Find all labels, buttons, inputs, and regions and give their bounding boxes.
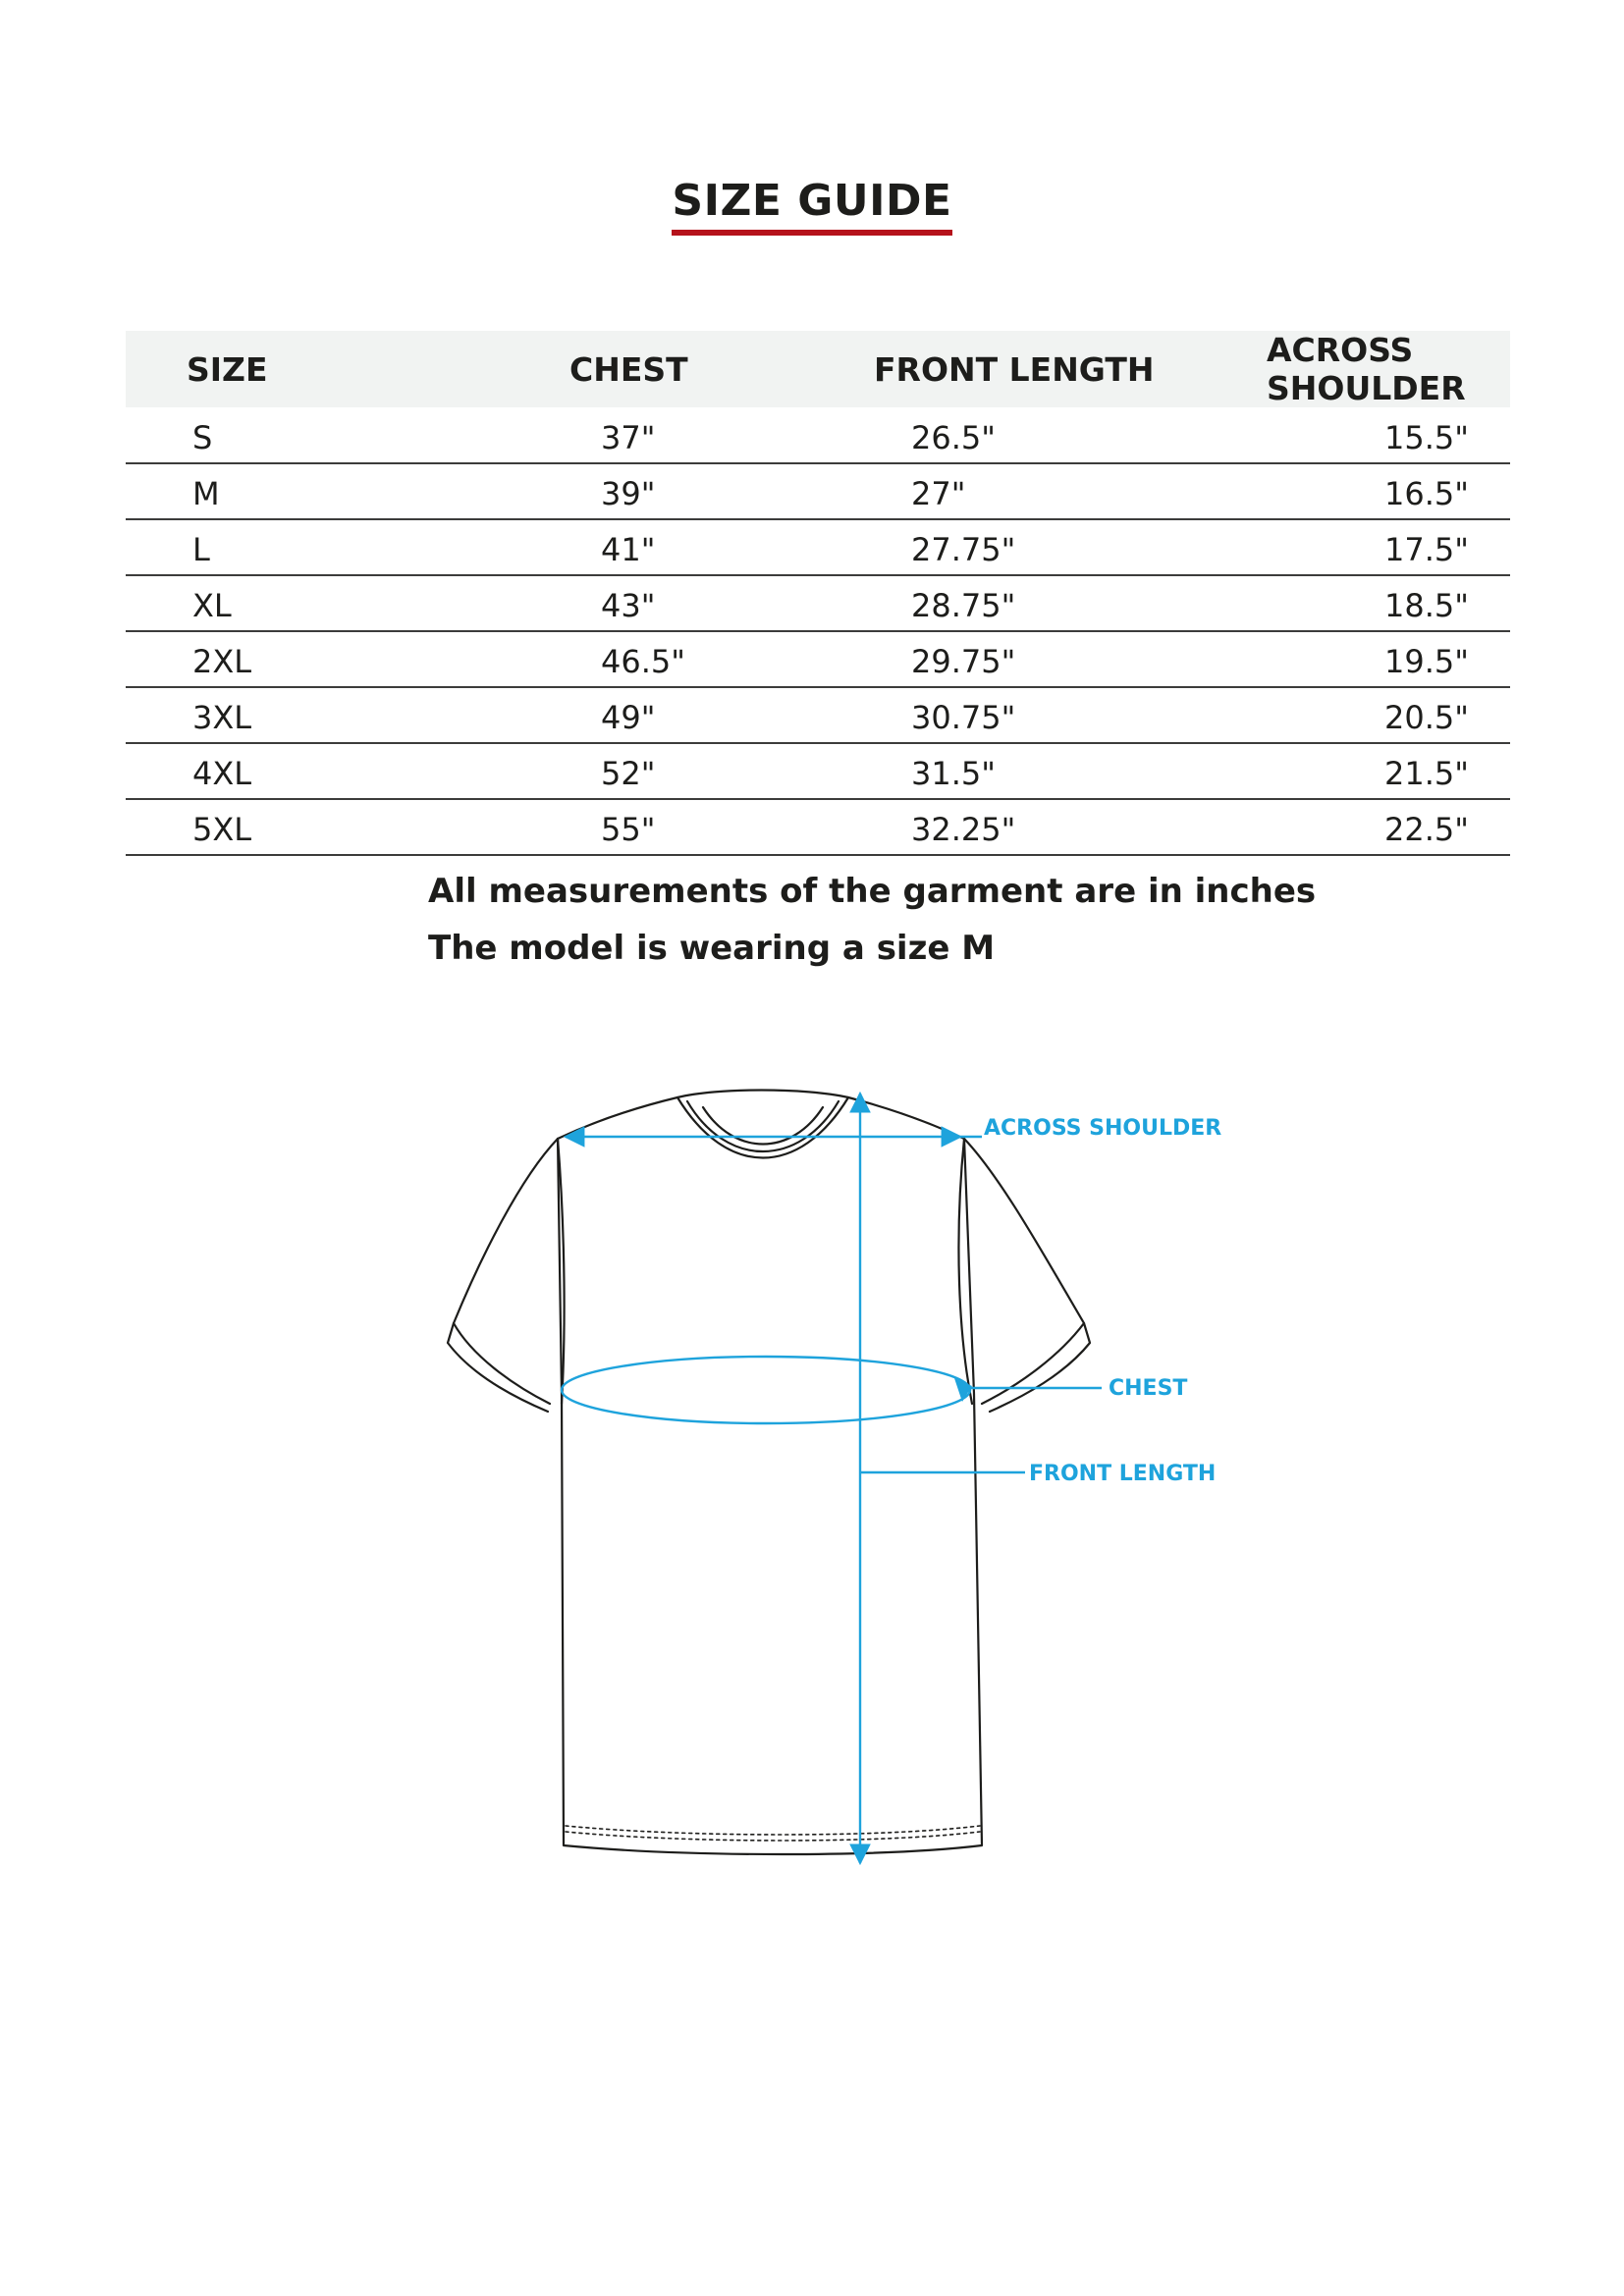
- cell-front-length: 29.75": [874, 631, 1267, 687]
- units-note: All measurements of the garment are in inches: [428, 872, 1317, 911]
- cell-front-length: 30.75": [874, 687, 1267, 743]
- cell-front-length: 28.75": [874, 575, 1267, 631]
- cell-across-shoulder: 15.5": [1267, 407, 1510, 463]
- cell-chest: 37": [569, 407, 874, 463]
- cell-chest: 39": [569, 463, 874, 519]
- cell-chest: 46.5": [569, 631, 874, 687]
- label-across-shoulder: ACROSS SHOULDER: [984, 1116, 1222, 1141]
- cell-across-shoulder: 18.5": [1267, 575, 1510, 631]
- cell-size: S: [126, 407, 569, 463]
- page-title: SIZE GUIDE: [672, 175, 951, 236]
- cell-front-length: 32.25": [874, 799, 1267, 855]
- cell-across-shoulder: 22.5": [1267, 799, 1510, 855]
- cell-chest: 43": [569, 575, 874, 631]
- chest-ellipse: [562, 1357, 970, 1423]
- header-across-shoulder: ACROSS SHOULDER: [1267, 331, 1510, 407]
- cell-across-shoulder: 17.5": [1267, 519, 1510, 575]
- cell-chest: 52": [569, 743, 874, 799]
- cell-size: 5XL: [126, 799, 569, 855]
- cell-chest: 55": [569, 799, 874, 855]
- cell-size: 2XL: [126, 631, 569, 687]
- header-size: SIZE: [126, 331, 569, 407]
- cell-across-shoulder: 21.5": [1267, 743, 1510, 799]
- header-front-length: FRONT LENGTH: [874, 331, 1267, 407]
- cell-size: M: [126, 463, 569, 519]
- cell-chest: 49": [569, 687, 874, 743]
- cell-front-length: 31.5": [874, 743, 1267, 799]
- cell-front-length: 27.75": [874, 519, 1267, 575]
- cell-size: 3XL: [126, 687, 569, 743]
- label-front-length: FRONT LENGTH: [1029, 1462, 1217, 1486]
- cell-front-length: 26.5": [874, 407, 1267, 463]
- cell-across-shoulder: 19.5": [1267, 631, 1510, 687]
- measure-lines: [562, 1094, 1102, 1863]
- cell-chest: 41": [569, 519, 874, 575]
- cell-size: 4XL: [126, 743, 569, 799]
- model-size-note: The model is wearing a size M: [428, 929, 996, 968]
- cell-across-shoulder: 20.5": [1267, 687, 1510, 743]
- cell-size: L: [126, 519, 569, 575]
- header-chest: CHEST: [569, 331, 874, 407]
- cell-across-shoulder: 16.5": [1267, 463, 1510, 519]
- label-chest: CHEST: [1109, 1376, 1188, 1401]
- cell-front-length: 27": [874, 463, 1267, 519]
- cell-size: XL: [126, 575, 569, 631]
